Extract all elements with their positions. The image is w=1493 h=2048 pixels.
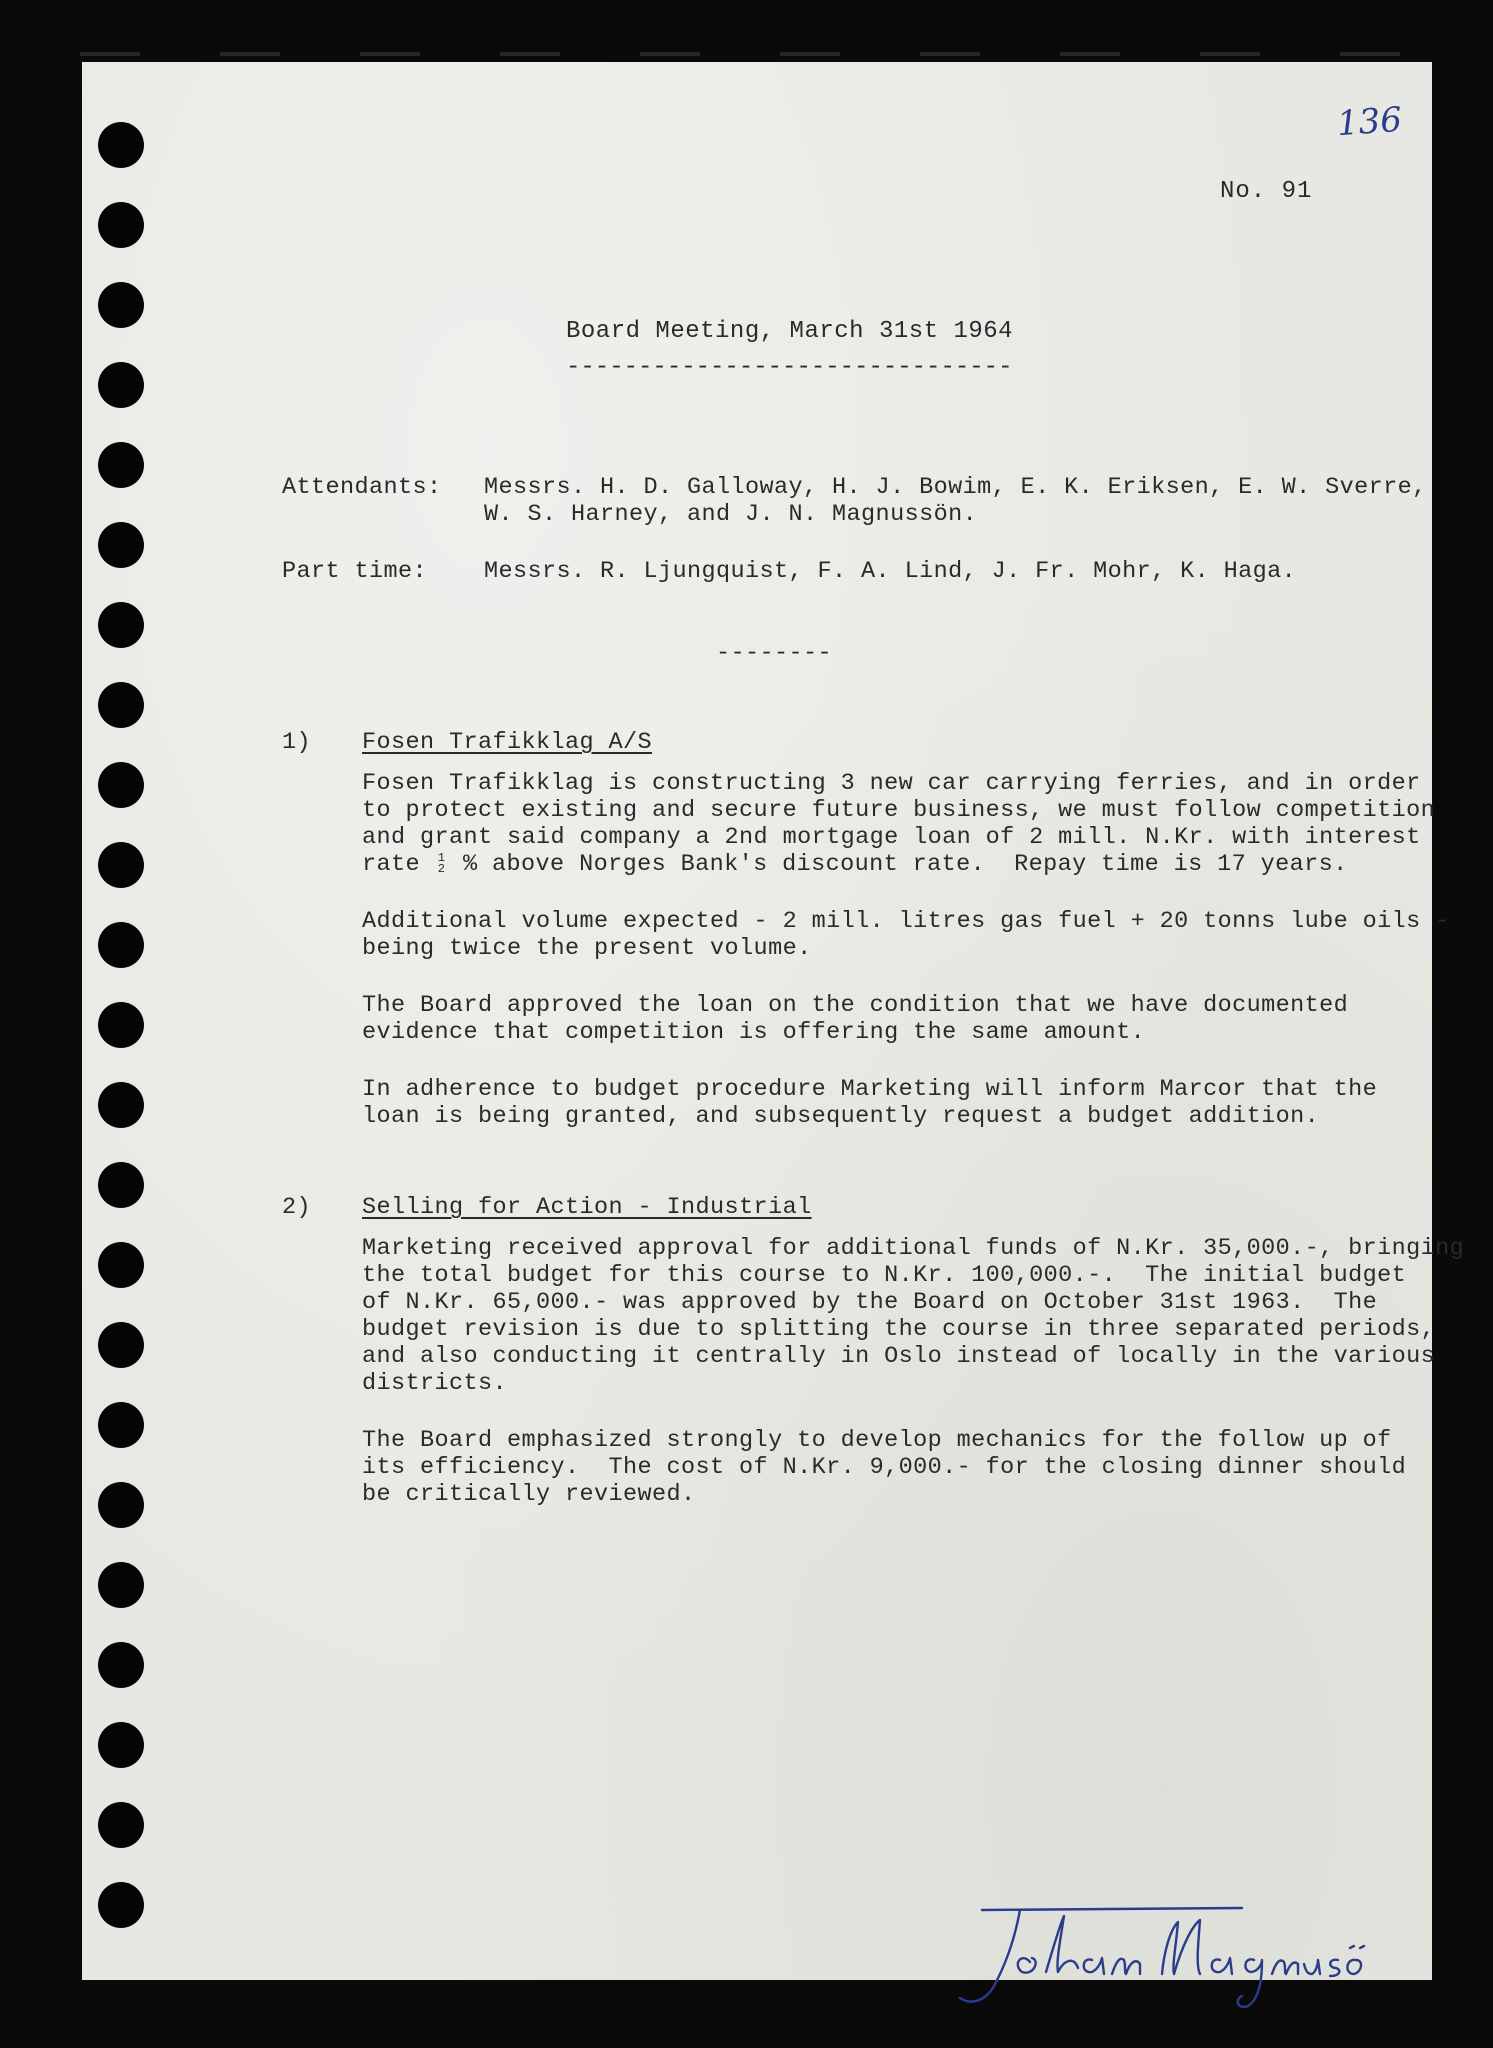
paragraph-line: The Board approved the loan on the condition that we have documented [362,992,1349,1019]
signature-stroke [1112,1959,1140,1974]
punch-hole [98,282,144,328]
punch-hole [98,1882,144,1928]
punch-hole [98,522,144,568]
punch-hole [98,1242,144,1288]
signature-image [942,1902,1372,2012]
rate-suffix: % above Norges Bank's discount rate. Repay time is 17 years. [463,851,1348,878]
punch-hole [98,202,144,248]
punch-hole [98,922,144,968]
punch-hole [98,842,144,888]
punch-hole [98,1402,144,1448]
item-number: 1) [282,729,312,756]
item-number: 2) [282,1194,312,1221]
paragraph-line: In adherence to budget procedure Marketing will inform Marcor that the [362,1076,1378,1103]
signature-stroke [1330,1960,1339,1976]
signature-stroke [1018,1958,1036,1973]
part-time-line: Messrs. R. Ljungquist, F. A. Lind, J. Fr. Mohr, K. Haga. [484,558,1297,585]
paragraph-line: be critically reviewed. [362,1481,696,1508]
punch-hole [98,602,144,648]
signature-stroke [1347,1960,1361,1974]
signature-stroke [1212,1958,1232,1974]
attendants-label: Attendants: [282,474,442,501]
paragraph-line: Marketing received approval for additional funds of N.Kr. 35,000.-, bringing [362,1235,1465,1262]
fraction-numerator: 1 [437,850,446,865]
paragraph-line: being twice the present volume. [362,935,812,962]
punch-hole [98,1162,144,1208]
paragraph-line: Additional volume expected - 2 mill. litres gas fuel + 20 tonns lube oils - [362,908,1450,935]
punch-hole [98,1562,144,1608]
punch-hole [98,1722,144,1768]
signature-stroke [1350,1946,1364,1948]
fraction [435,850,449,876]
paragraph-line: to protect existing and secure future business, we must follow competition [362,797,1436,824]
paragraph-line: of N.Kr. 65,000.- was approved by the Board on October 31st 1963. The [362,1289,1378,1316]
paragraph-line: its efficiency. The cost of N.Kr. 9,000.- for the closing dinner should [362,1454,1407,1481]
signature-stroke [1046,1916,1078,1972]
signature-stroke [982,1908,1242,1910]
signature-stroke [1304,1960,1320,1974]
paragraph-line: Fosen Trafikklag is constructing 3 new car carrying ferries, and in order [362,770,1421,797]
fraction-denominator: 2 [437,861,446,876]
section-separator: -------- [716,640,833,667]
punch-hole [98,682,144,728]
paragraph-line: the total budget for this course to N.Kr. 100,000.-. The initial budget [362,1262,1407,1289]
page-title: Board Meeting, March 31st 1964 [566,318,1014,345]
punch-hole [98,762,144,808]
punch-hole [98,1482,144,1528]
paragraph-line: evidence that competition is offering the same amount. [362,1019,1146,1046]
punch-hole [98,1802,144,1848]
paragraph-line [362,851,1348,878]
title-rule: ------------------------------- [566,354,1013,381]
item-heading: Fosen Trafikklag A/S [362,729,653,756]
punch-hole [98,442,144,488]
document-number: No. 91 [1220,178,1313,205]
attendants-line: W. S. Harney, and J. N. Magnussön. [484,501,978,528]
punch-hole [98,122,144,168]
item-heading: Selling for Action - Industrial [362,1194,812,1221]
signature-stroke [960,1910,1020,2002]
attendants-line: Messrs. H. D. Galloway, H. J. Bowim, E. K. Eriksen, E. W. Sverre, [484,474,1427,501]
rate-prefix: rate [362,851,421,878]
scan-edge [80,52,1440,56]
punch-hole [98,1082,144,1128]
punch-hole [98,1002,144,1048]
paragraph-line: and grant said company a 2nd mortgage loan of 2 mill. N.Kr. with interest [362,824,1421,851]
paragraph-line: The Board emphasized strongly to develop mechanics for the follow up of [362,1427,1392,1454]
signature-stroke [1162,1920,1200,1974]
paragraph-line: districts. [362,1370,508,1397]
paragraph-line: loan is being granted, and subsequently request a budget addition. [362,1103,1320,1130]
part-time-label: Part time: [282,558,428,585]
signature-stroke [1272,1961,1298,1975]
punch-hole [98,362,144,408]
paragraph-line: budget revision is due to splitting the course in three separated periods, [362,1316,1436,1343]
document-page [82,62,1465,1980]
punch-hole [98,1322,144,1368]
folio-number: 136 [1335,99,1404,145]
signature-stroke [1084,1958,1104,1974]
paragraph-line: and also conducting it centrally in Oslo instead of locally in the various [362,1343,1436,1370]
signature-stroke [1238,1959,1262,2007]
punch-hole [98,1642,144,1688]
